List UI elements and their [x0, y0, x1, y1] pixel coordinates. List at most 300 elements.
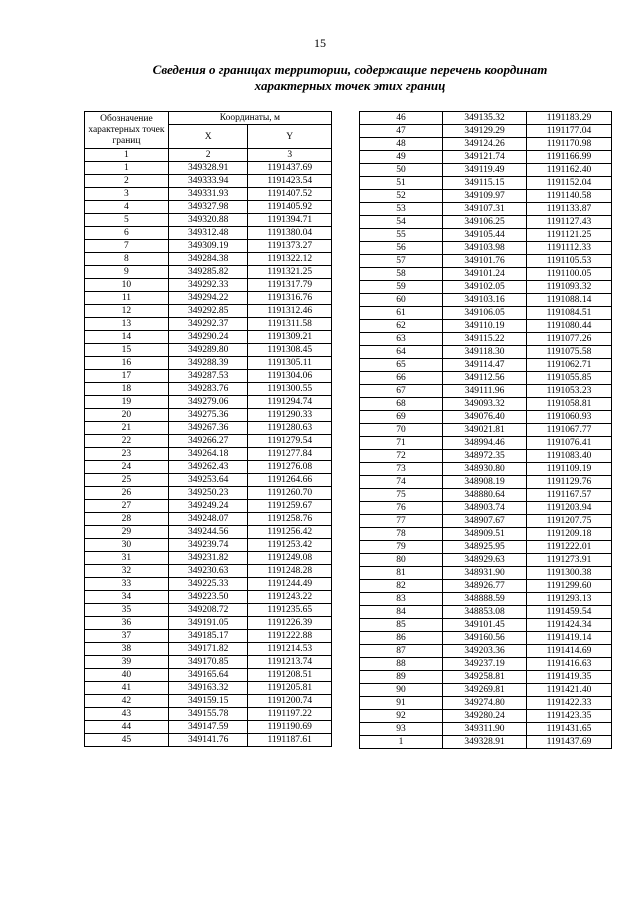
x-coordinate-cell: 348880.64 — [443, 489, 527, 502]
x-coordinate-cell: 349159.15 — [168, 695, 248, 708]
table-row — [360, 645, 612, 658]
y-coordinate-cell: 1191187.61 — [248, 734, 332, 747]
y-coordinate-cell: 1191222.01 — [527, 541, 612, 554]
point-number-cell: 27 — [85, 500, 169, 513]
point-number-cell: 55 — [360, 229, 443, 242]
y-coordinate-cell: 1191273.91 — [527, 554, 612, 567]
y-coordinate-cell: 1191394.71 — [248, 214, 332, 227]
x-coordinate-cell: 348853.08 — [443, 606, 527, 619]
x-coordinate-cell: 348931.90 — [443, 567, 527, 580]
point-number-cell: 28 — [85, 513, 169, 526]
x-coordinate-cell: 349225.33 — [168, 578, 248, 591]
point-number-cell: 75 — [360, 489, 443, 502]
y-coordinate-cell: 1191299.60 — [527, 580, 612, 593]
point-number-cell: 3 — [85, 188, 169, 201]
table-row — [85, 500, 332, 513]
table-row — [85, 214, 332, 227]
table-row — [85, 461, 332, 474]
table-row — [85, 591, 332, 604]
x-coordinate-cell: 349106.25 — [443, 216, 527, 229]
x-coordinate-cell: 349266.27 — [168, 435, 248, 448]
table-row — [360, 554, 612, 567]
point-number-cell: 41 — [85, 682, 169, 695]
point-number-cell: 45 — [85, 734, 169, 747]
coordinates-header: Координаты, м — [168, 112, 331, 125]
x-coordinate-cell: 349244.56 — [168, 526, 248, 539]
x-coordinate-cell: 349294.22 — [168, 292, 248, 305]
x-coordinate-cell: 349230.63 — [168, 565, 248, 578]
y-coordinate-cell: 1191309.21 — [248, 331, 332, 344]
point-number-cell: 49 — [360, 151, 443, 164]
point-number-cell: 61 — [360, 307, 443, 320]
table-row — [360, 138, 612, 151]
table-row — [85, 162, 332, 175]
y-coordinate-cell: 1191243.22 — [248, 591, 332, 604]
title-line-2: характерных точек этих границ — [254, 78, 446, 93]
coordinates-table-right — [359, 111, 612, 749]
column-number-3: 3 — [248, 149, 332, 162]
table-row — [360, 619, 612, 632]
table-row — [360, 541, 612, 554]
table-row — [85, 539, 332, 552]
x-coordinate-cell: 349290.24 — [168, 331, 248, 344]
point-number-cell: 50 — [360, 164, 443, 177]
x-coordinate-cell: 349279.06 — [168, 396, 248, 409]
point-number-cell: 80 — [360, 554, 443, 567]
point-number-cell: 56 — [360, 242, 443, 255]
point-number-cell: 65 — [360, 359, 443, 372]
point-number-cell: 66 — [360, 372, 443, 385]
y-coordinate-cell: 1191075.58 — [527, 346, 612, 359]
y-coordinate-cell: 1191256.42 — [248, 526, 332, 539]
table-row — [85, 266, 332, 279]
coordinates-table-left — [84, 111, 332, 747]
table-row — [360, 190, 612, 203]
point-number-cell: 29 — [85, 526, 169, 539]
point-number-cell: 72 — [360, 450, 443, 463]
y-header: Y — [248, 125, 332, 149]
table-row — [85, 604, 332, 617]
x-coordinate-cell: 349160.56 — [443, 632, 527, 645]
y-coordinate-cell: 1191205.81 — [248, 682, 332, 695]
table-row — [85, 253, 332, 266]
x-coordinate-cell: 349112.56 — [443, 372, 527, 385]
table-row — [360, 593, 612, 606]
point-number-cell: 76 — [360, 502, 443, 515]
y-coordinate-cell: 1191058.81 — [527, 398, 612, 411]
x-coordinate-cell: 349264.18 — [168, 448, 248, 461]
table-row — [85, 552, 332, 565]
y-coordinate-cell: 1191207.75 — [527, 515, 612, 528]
x-coordinate-cell: 349237.19 — [443, 658, 527, 671]
table-row — [85, 370, 332, 383]
title-line-1: Сведения о границах территории, содержащие перечень координат — [152, 62, 548, 77]
table-row — [85, 526, 332, 539]
y-coordinate-cell: 1191121.25 — [527, 229, 612, 242]
x-coordinate-cell: 348907.67 — [443, 515, 527, 528]
table-row — [360, 697, 612, 710]
point-number-cell: 83 — [360, 593, 443, 606]
table-row — [85, 279, 332, 292]
table-row — [85, 643, 332, 656]
y-coordinate-cell: 1191208.51 — [248, 669, 332, 682]
y-coordinate-cell: 1191127.43 — [527, 216, 612, 229]
point-number-cell: 68 — [360, 398, 443, 411]
table-row — [85, 487, 332, 500]
point-number-cell: 18 — [85, 383, 169, 396]
x-coordinate-cell: 348903.74 — [443, 502, 527, 515]
table-row — [85, 409, 332, 422]
x-coordinate-cell: 349141.76 — [168, 734, 248, 747]
y-coordinate-cell: 1191140.58 — [527, 190, 612, 203]
x-coordinate-cell: 348888.59 — [443, 593, 527, 606]
table-row — [360, 736, 612, 749]
y-coordinate-cell: 1191190.69 — [248, 721, 332, 734]
table-row — [360, 671, 612, 684]
y-coordinate-cell: 1191162.40 — [527, 164, 612, 177]
table-row — [360, 723, 612, 736]
x-coordinate-cell: 349118.30 — [443, 346, 527, 359]
table-row — [85, 201, 332, 214]
y-coordinate-cell: 1191244.49 — [248, 578, 332, 591]
y-coordinate-cell: 1191423.35 — [527, 710, 612, 723]
y-coordinate-cell: 1191259.67 — [248, 500, 332, 513]
point-number-cell: 87 — [360, 645, 443, 658]
x-coordinate-cell: 349170.85 — [168, 656, 248, 669]
x-coordinate-cell: 349320.88 — [168, 214, 248, 227]
table-row — [85, 331, 332, 344]
table-row — [85, 474, 332, 487]
y-coordinate-cell: 1191437.69 — [527, 736, 612, 749]
point-number-cell: 91 — [360, 697, 443, 710]
table-row — [360, 242, 612, 255]
point-number-cell: 35 — [85, 604, 169, 617]
x-coordinate-cell: 349101.45 — [443, 619, 527, 632]
point-number-cell: 36 — [85, 617, 169, 630]
y-coordinate-cell: 1191260.70 — [248, 487, 332, 500]
y-coordinate-cell: 1191129.76 — [527, 476, 612, 489]
point-number-cell: 20 — [85, 409, 169, 422]
x-coordinate-cell: 349101.76 — [443, 255, 527, 268]
table-row — [360, 567, 612, 580]
table-row — [85, 435, 332, 448]
y-coordinate-cell: 1191112.33 — [527, 242, 612, 255]
y-coordinate-cell: 1191305.11 — [248, 357, 332, 370]
point-number-cell: 77 — [360, 515, 443, 528]
table-row — [360, 606, 612, 619]
x-coordinate-cell: 349239.74 — [168, 539, 248, 552]
x-coordinate-cell: 349231.82 — [168, 552, 248, 565]
point-number-cell: 22 — [85, 435, 169, 448]
table-row — [360, 684, 612, 697]
y-coordinate-cell: 1191100.05 — [527, 268, 612, 281]
designation-header: Обозначение характерных точек границ — [85, 112, 169, 149]
point-number-cell: 26 — [85, 487, 169, 500]
x-coordinate-cell: 349285.82 — [168, 266, 248, 279]
x-coordinate-cell: 349155.78 — [168, 708, 248, 721]
table-row — [85, 630, 332, 643]
point-number-cell: 63 — [360, 333, 443, 346]
y-coordinate-cell: 1191405.92 — [248, 201, 332, 214]
x-coordinate-cell: 349119.49 — [443, 164, 527, 177]
y-coordinate-cell: 1191293.13 — [527, 593, 612, 606]
point-number-cell: 40 — [85, 669, 169, 682]
table-row — [360, 268, 612, 281]
y-coordinate-cell: 1191414.69 — [527, 645, 612, 658]
page-title — [70, 62, 630, 94]
y-coordinate-cell: 1191322.12 — [248, 253, 332, 266]
x-coordinate-cell: 348929.63 — [443, 554, 527, 567]
y-coordinate-cell: 1191424.34 — [527, 619, 612, 632]
x-coordinate-cell: 349109.97 — [443, 190, 527, 203]
y-coordinate-cell: 1191431.65 — [527, 723, 612, 736]
y-coordinate-cell: 1191062.71 — [527, 359, 612, 372]
table-row — [360, 528, 612, 541]
point-number-cell: 38 — [85, 643, 169, 656]
point-number-cell: 82 — [360, 580, 443, 593]
table-row — [85, 721, 332, 734]
x-coordinate-cell: 349111.96 — [443, 385, 527, 398]
x-coordinate-cell: 349248.07 — [168, 513, 248, 526]
y-coordinate-cell: 1191214.53 — [248, 643, 332, 656]
table-row — [85, 383, 332, 396]
y-coordinate-cell: 1191084.51 — [527, 307, 612, 320]
point-number-cell: 90 — [360, 684, 443, 697]
point-number-cell: 31 — [85, 552, 169, 565]
y-coordinate-cell: 1191235.65 — [248, 604, 332, 617]
point-number-cell: 11 — [85, 292, 169, 305]
x-coordinate-cell: 349292.37 — [168, 318, 248, 331]
y-coordinate-cell: 1191076.41 — [527, 437, 612, 450]
table-row — [360, 658, 612, 671]
x-coordinate-cell: 348972.35 — [443, 450, 527, 463]
table-row — [85, 656, 332, 669]
x-coordinate-cell: 349280.24 — [443, 710, 527, 723]
point-number-cell: 53 — [360, 203, 443, 216]
y-coordinate-cell: 1191060.93 — [527, 411, 612, 424]
left-table-body — [85, 162, 332, 747]
point-number-cell: 30 — [85, 539, 169, 552]
point-number-cell: 81 — [360, 567, 443, 580]
y-coordinate-cell: 1191311.58 — [248, 318, 332, 331]
table-row — [360, 112, 612, 125]
point-number-cell: 57 — [360, 255, 443, 268]
x-coordinate-cell: 349289.80 — [168, 344, 248, 357]
table-row — [360, 580, 612, 593]
y-coordinate-cell: 1191321.25 — [248, 266, 332, 279]
x-coordinate-cell: 349129.29 — [443, 125, 527, 138]
y-coordinate-cell: 1191088.14 — [527, 294, 612, 307]
y-coordinate-cell: 1191308.45 — [248, 344, 332, 357]
table-row — [85, 617, 332, 630]
y-coordinate-cell: 1191248.28 — [248, 565, 332, 578]
table-row — [85, 734, 332, 747]
point-number-cell: 15 — [85, 344, 169, 357]
point-number-cell: 8 — [85, 253, 169, 266]
x-coordinate-cell: 349103.98 — [443, 242, 527, 255]
x-coordinate-cell: 349274.80 — [443, 697, 527, 710]
x-coordinate-cell: 349171.82 — [168, 643, 248, 656]
point-number-cell: 23 — [85, 448, 169, 461]
table-row — [360, 177, 612, 190]
x-coordinate-cell: 349185.17 — [168, 630, 248, 643]
x-coordinate-cell: 349076.40 — [443, 411, 527, 424]
table-row — [360, 229, 612, 242]
y-coordinate-cell: 1191300.55 — [248, 383, 332, 396]
table-row — [85, 448, 332, 461]
table-row — [85, 682, 332, 695]
table-row — [85, 227, 332, 240]
table-row — [360, 463, 612, 476]
point-number-cell: 74 — [360, 476, 443, 489]
y-coordinate-cell: 1191316.76 — [248, 292, 332, 305]
point-number-cell: 86 — [360, 632, 443, 645]
x-coordinate-cell: 349115.22 — [443, 333, 527, 346]
y-coordinate-cell: 1191166.99 — [527, 151, 612, 164]
table-row — [85, 396, 332, 409]
x-coordinate-cell: 349250.23 — [168, 487, 248, 500]
y-coordinate-cell: 1191277.84 — [248, 448, 332, 461]
x-coordinate-cell: 349288.39 — [168, 357, 248, 370]
table-row — [85, 513, 332, 526]
y-coordinate-cell: 1191203.94 — [527, 502, 612, 515]
y-coordinate-cell: 1191312.46 — [248, 305, 332, 318]
x-coordinate-cell: 349284.38 — [168, 253, 248, 266]
table-row — [85, 565, 332, 578]
table-row — [360, 372, 612, 385]
y-coordinate-cell: 1191197.22 — [248, 708, 332, 721]
table-row — [360, 398, 612, 411]
y-coordinate-cell: 1191437.69 — [248, 162, 332, 175]
y-coordinate-cell: 1191419.35 — [527, 671, 612, 684]
x-coordinate-cell: 349107.31 — [443, 203, 527, 216]
y-coordinate-cell: 1191300.38 — [527, 567, 612, 580]
y-coordinate-cell: 1191055.85 — [527, 372, 612, 385]
x-coordinate-cell: 349103.16 — [443, 294, 527, 307]
x-coordinate-cell: 349253.64 — [168, 474, 248, 487]
x-coordinate-cell: 349267.36 — [168, 422, 248, 435]
table-row — [360, 710, 612, 723]
x-coordinate-cell: 349163.32 — [168, 682, 248, 695]
y-coordinate-cell: 1191304.06 — [248, 370, 332, 383]
x-header: X — [168, 125, 248, 149]
point-number-cell: 43 — [85, 708, 169, 721]
y-coordinate-cell: 1191380.04 — [248, 227, 332, 240]
table-row — [360, 333, 612, 346]
x-coordinate-cell: 348930.80 — [443, 463, 527, 476]
point-number-cell: 62 — [360, 320, 443, 333]
y-coordinate-cell: 1191290.33 — [248, 409, 332, 422]
y-coordinate-cell: 1191200.74 — [248, 695, 332, 708]
y-coordinate-cell: 1191407.52 — [248, 188, 332, 201]
point-number-cell: 58 — [360, 268, 443, 281]
table-row — [85, 318, 332, 331]
point-number-cell: 34 — [85, 591, 169, 604]
table-row — [85, 305, 332, 318]
point-number-cell: 92 — [360, 710, 443, 723]
point-number-cell: 59 — [360, 281, 443, 294]
column-number-1: 1 — [85, 149, 169, 162]
y-coordinate-cell: 1191419.14 — [527, 632, 612, 645]
x-coordinate-cell: 349124.26 — [443, 138, 527, 151]
y-coordinate-cell: 1191373.27 — [248, 240, 332, 253]
x-coordinate-cell: 349115.15 — [443, 177, 527, 190]
x-coordinate-cell: 349258.81 — [443, 671, 527, 684]
y-coordinate-cell: 1191279.54 — [248, 435, 332, 448]
table-row — [360, 632, 612, 645]
y-coordinate-cell: 1191249.08 — [248, 552, 332, 565]
point-number-cell: 25 — [85, 474, 169, 487]
y-coordinate-cell: 1191109.19 — [527, 463, 612, 476]
x-coordinate-cell: 349328.91 — [168, 162, 248, 175]
x-coordinate-cell: 349203.36 — [443, 645, 527, 658]
table-row — [360, 320, 612, 333]
table-row — [85, 422, 332, 435]
point-number-cell: 21 — [85, 422, 169, 435]
table-row — [360, 151, 612, 164]
table-row — [360, 294, 612, 307]
table-row — [360, 411, 612, 424]
x-coordinate-cell: 349331.93 — [168, 188, 248, 201]
point-number-cell: 10 — [85, 279, 169, 292]
table-row — [360, 255, 612, 268]
y-coordinate-cell: 1191067.77 — [527, 424, 612, 437]
y-coordinate-cell: 1191226.39 — [248, 617, 332, 630]
table-row — [85, 357, 332, 370]
table-row — [85, 578, 332, 591]
y-coordinate-cell: 1191317.79 — [248, 279, 332, 292]
y-coordinate-cell: 1191258.76 — [248, 513, 332, 526]
table-row — [360, 346, 612, 359]
x-coordinate-cell: 349110.19 — [443, 320, 527, 333]
table-row — [360, 502, 612, 515]
x-coordinate-cell: 349275.36 — [168, 409, 248, 422]
point-number-cell: 37 — [85, 630, 169, 643]
y-coordinate-cell: 1191423.54 — [248, 175, 332, 188]
table-row — [360, 216, 612, 229]
y-coordinate-cell: 1191167.57 — [527, 489, 612, 502]
table-row — [360, 489, 612, 502]
point-number-cell: 47 — [360, 125, 443, 138]
table-row — [360, 307, 612, 320]
point-number-cell: 89 — [360, 671, 443, 684]
x-coordinate-cell: 348908.19 — [443, 476, 527, 489]
point-number-cell: 6 — [85, 227, 169, 240]
y-coordinate-cell: 1191209.18 — [527, 528, 612, 541]
x-coordinate-cell: 349223.50 — [168, 591, 248, 604]
point-number-cell: 79 — [360, 541, 443, 554]
point-number-cell: 4 — [85, 201, 169, 214]
x-coordinate-cell: 349147.59 — [168, 721, 248, 734]
point-number-cell: 84 — [360, 606, 443, 619]
table-row — [85, 669, 332, 682]
point-number-cell: 73 — [360, 463, 443, 476]
x-coordinate-cell: 349105.44 — [443, 229, 527, 242]
x-coordinate-cell: 349283.76 — [168, 383, 248, 396]
x-coordinate-cell: 348909.51 — [443, 528, 527, 541]
point-number-cell: 12 — [85, 305, 169, 318]
x-coordinate-cell: 349102.05 — [443, 281, 527, 294]
y-coordinate-cell: 1191083.40 — [527, 450, 612, 463]
point-number-cell: 88 — [360, 658, 443, 671]
point-number-cell: 14 — [85, 331, 169, 344]
point-number-cell: 60 — [360, 294, 443, 307]
point-number-cell: 19 — [85, 396, 169, 409]
y-coordinate-cell: 1191105.53 — [527, 255, 612, 268]
y-coordinate-cell: 1191133.87 — [527, 203, 612, 216]
y-coordinate-cell: 1191170.98 — [527, 138, 612, 151]
x-coordinate-cell: 348925.95 — [443, 541, 527, 554]
